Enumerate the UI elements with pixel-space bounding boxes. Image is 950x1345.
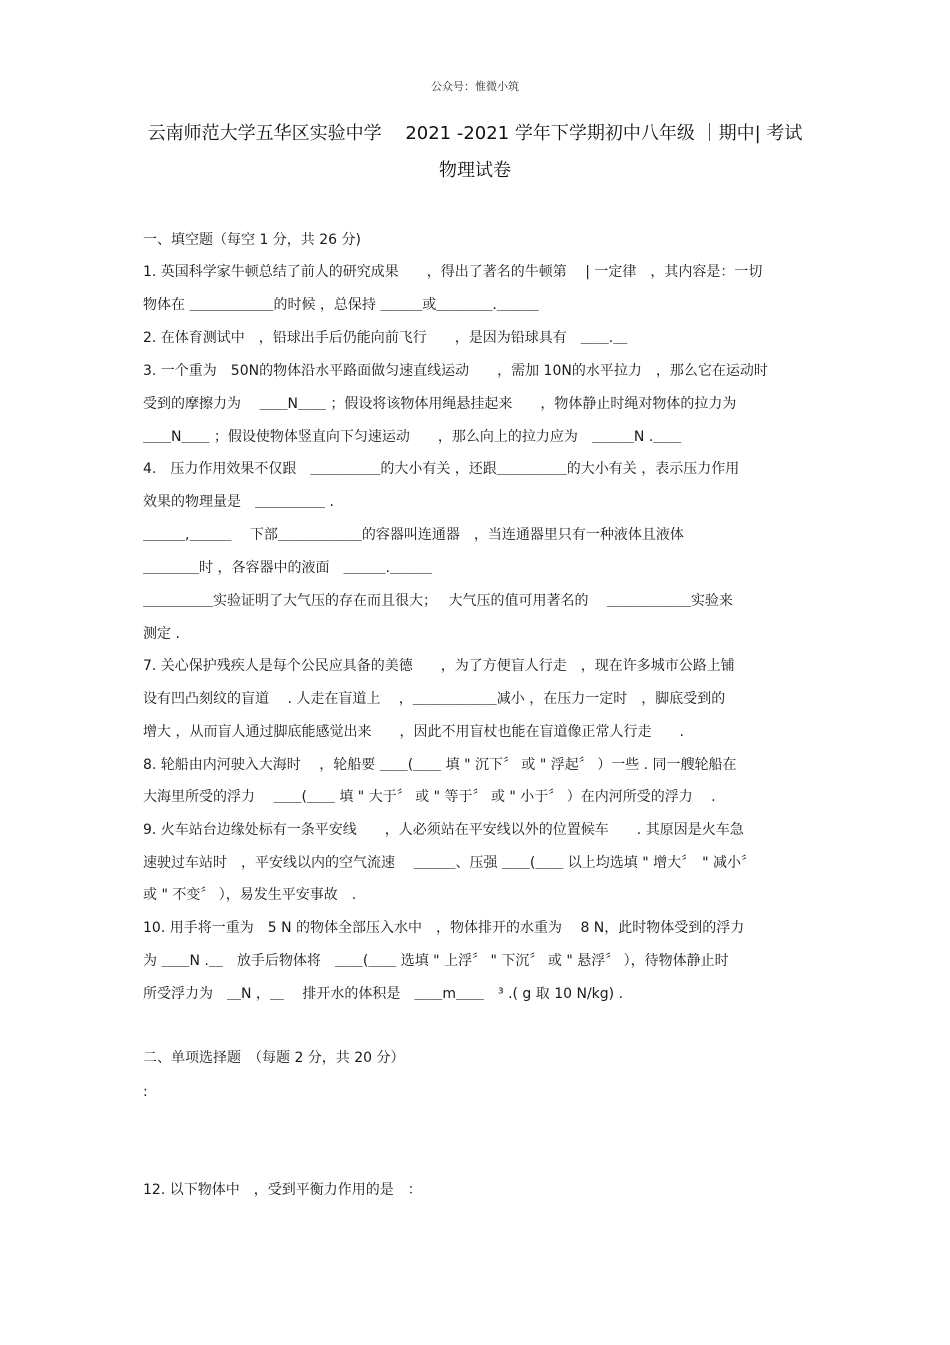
section1-title: 一、填空题（每空 1 分，共 26 分) [143, 232, 361, 248]
question-5-line-1: ＿＿＿,＿＿＿ 下部＿＿＿＿＿＿的容器叫连通器 ，当连通器里只有一种液体且液体 [143, 527, 684, 543]
question-1-line-1: 1. 英国科学家牛顿总结了前人的研究成果 ，得出了著名的牛顿第 | 一定律 ，其内容是：一切 [143, 264, 763, 280]
question-4-line-2: 效果的物理量是 ＿＿＿＿＿ . [143, 494, 334, 510]
question-2-line-1: 2. 在体育测试中 ，铅球出手后仍能向前飞行 ，是因为铅球具有 ＿＿.＿ [143, 330, 628, 346]
question-9-line-1: 9. 火车站台边缘处标有一条平安线 ，人必须站在平安线以外的位置候车 . 其原因是火车急 [143, 822, 744, 838]
question-10-line-3: 所受浮力为 ＿N ，＿ 排开水的体积是 ＿＿m＿＿ ³ .( g 取 10 N/kg) . [143, 986, 624, 1002]
question-10-line-1: 10. 用手将一重为 5 N 的物体全部压入水中 ，物体排开的水重为 8 N，此时物体受到的浮力 [143, 920, 745, 936]
exam-title-line1: 云南师范大学五华区实验中学 2021 -2021 学年下学期初中八年级 ｜期中| 考试 [147, 123, 803, 144]
question-7-line-1: 7. 关心保护残疾人是每个公民应具备的美德 ，为了方便盲人行走 ，现在许多城市公路上铺 [143, 658, 735, 674]
colon-mark: : [143, 1084, 148, 1100]
question-9-line-3: 或 " 不变〞 ），易发生平安事故 . [143, 887, 357, 903]
section2-title: 二、单项选择题 （每题 2 分，共 20 分） [143, 1050, 405, 1066]
question-6-line-2: 测定 . [143, 626, 180, 642]
question-7-line-3: 增大 ，从而盲人通过脚底能感觉出来 ，因此不用盲杖也能在盲道像正常人行走 . [143, 724, 684, 740]
question-1-line-2: 物体在 ＿＿＿＿＿＿的时候 ，总保持 ＿＿＿或＿＿＿＿.＿＿＿ [143, 297, 539, 313]
header-note: 公众号：惟微小筑 [431, 80, 519, 93]
question-8-line-2: 大海里所受的浮力 ＿＿(＿＿ 填 " 大于〞 或 " 等于〞 或 " 小于〞 ）在内河所受的浮力 . [143, 789, 716, 805]
question-3-line-3: ＿＿N＿＿ ；假设使物体竖直向下匀速运动 ，那么向上的拉力应为 ＿＿＿N .＿＿ [143, 429, 682, 445]
exam-title-line2: 物理试卷 [439, 160, 511, 181]
question-3-line-2: 受到的摩擦力为 ＿＿N＿＿ ；假设将该物体用绳悬挂起来 ，物体静止时绳对物体的拉力为 [143, 396, 737, 412]
question-9-line-2: 速驶过车站时 ，平安线以内的空气流速 ＿＿＿、压强 ＿＿(＿＿ 以上均选填 " 增大〞 " 减小〞 [143, 855, 756, 871]
question-5-line-2: ＿＿＿＿时 ，各容器中的液面 ＿＿＿.＿＿＿ [143, 560, 432, 576]
question-8-line-1: 8. 轮船由内河驶入大海时 ，轮船要 ＿＿(＿＿ 填 " 沉下〞 或 " 浮起〞 ）一些 . 同一艘轮船在 [143, 757, 737, 773]
question-3-line-1: 3. 一个重为 50N的物体沿水平路面做匀速直线运动 ，需加 10N的水平拉力 ，那么它在运动时 [143, 363, 768, 379]
question-10-line-2: 为 ＿＿N .＿ 放手后物体将 ＿＿(＿＿ 选填 " 上浮〞 " 下沉〞 或 " 悬浮〞 ），待物体静止时 [143, 953, 729, 969]
question-6-line-1: ＿＿＿＿＿实验证明了大气压的存在而且很大； 大气压的值可用著名的 ＿＿＿＿＿＿实验来 [143, 593, 733, 609]
question-7-line-2: 设有凹凸刻纹的盲道 . 人走在盲道上 ，＿＿＿＿＿＿减小 ，在压力一定时 ，脚底受到的 [143, 691, 726, 707]
question-12-line-1: 12. 以下物体中 ，受到平衡力作用的是 ： [143, 1182, 422, 1198]
question-4-line-1: 4. 压力作用效果不仅跟 ＿＿＿＿＿的大小有关 ，还跟＿＿＿＿＿的大小有关 ，表示压力作用 [143, 461, 740, 477]
